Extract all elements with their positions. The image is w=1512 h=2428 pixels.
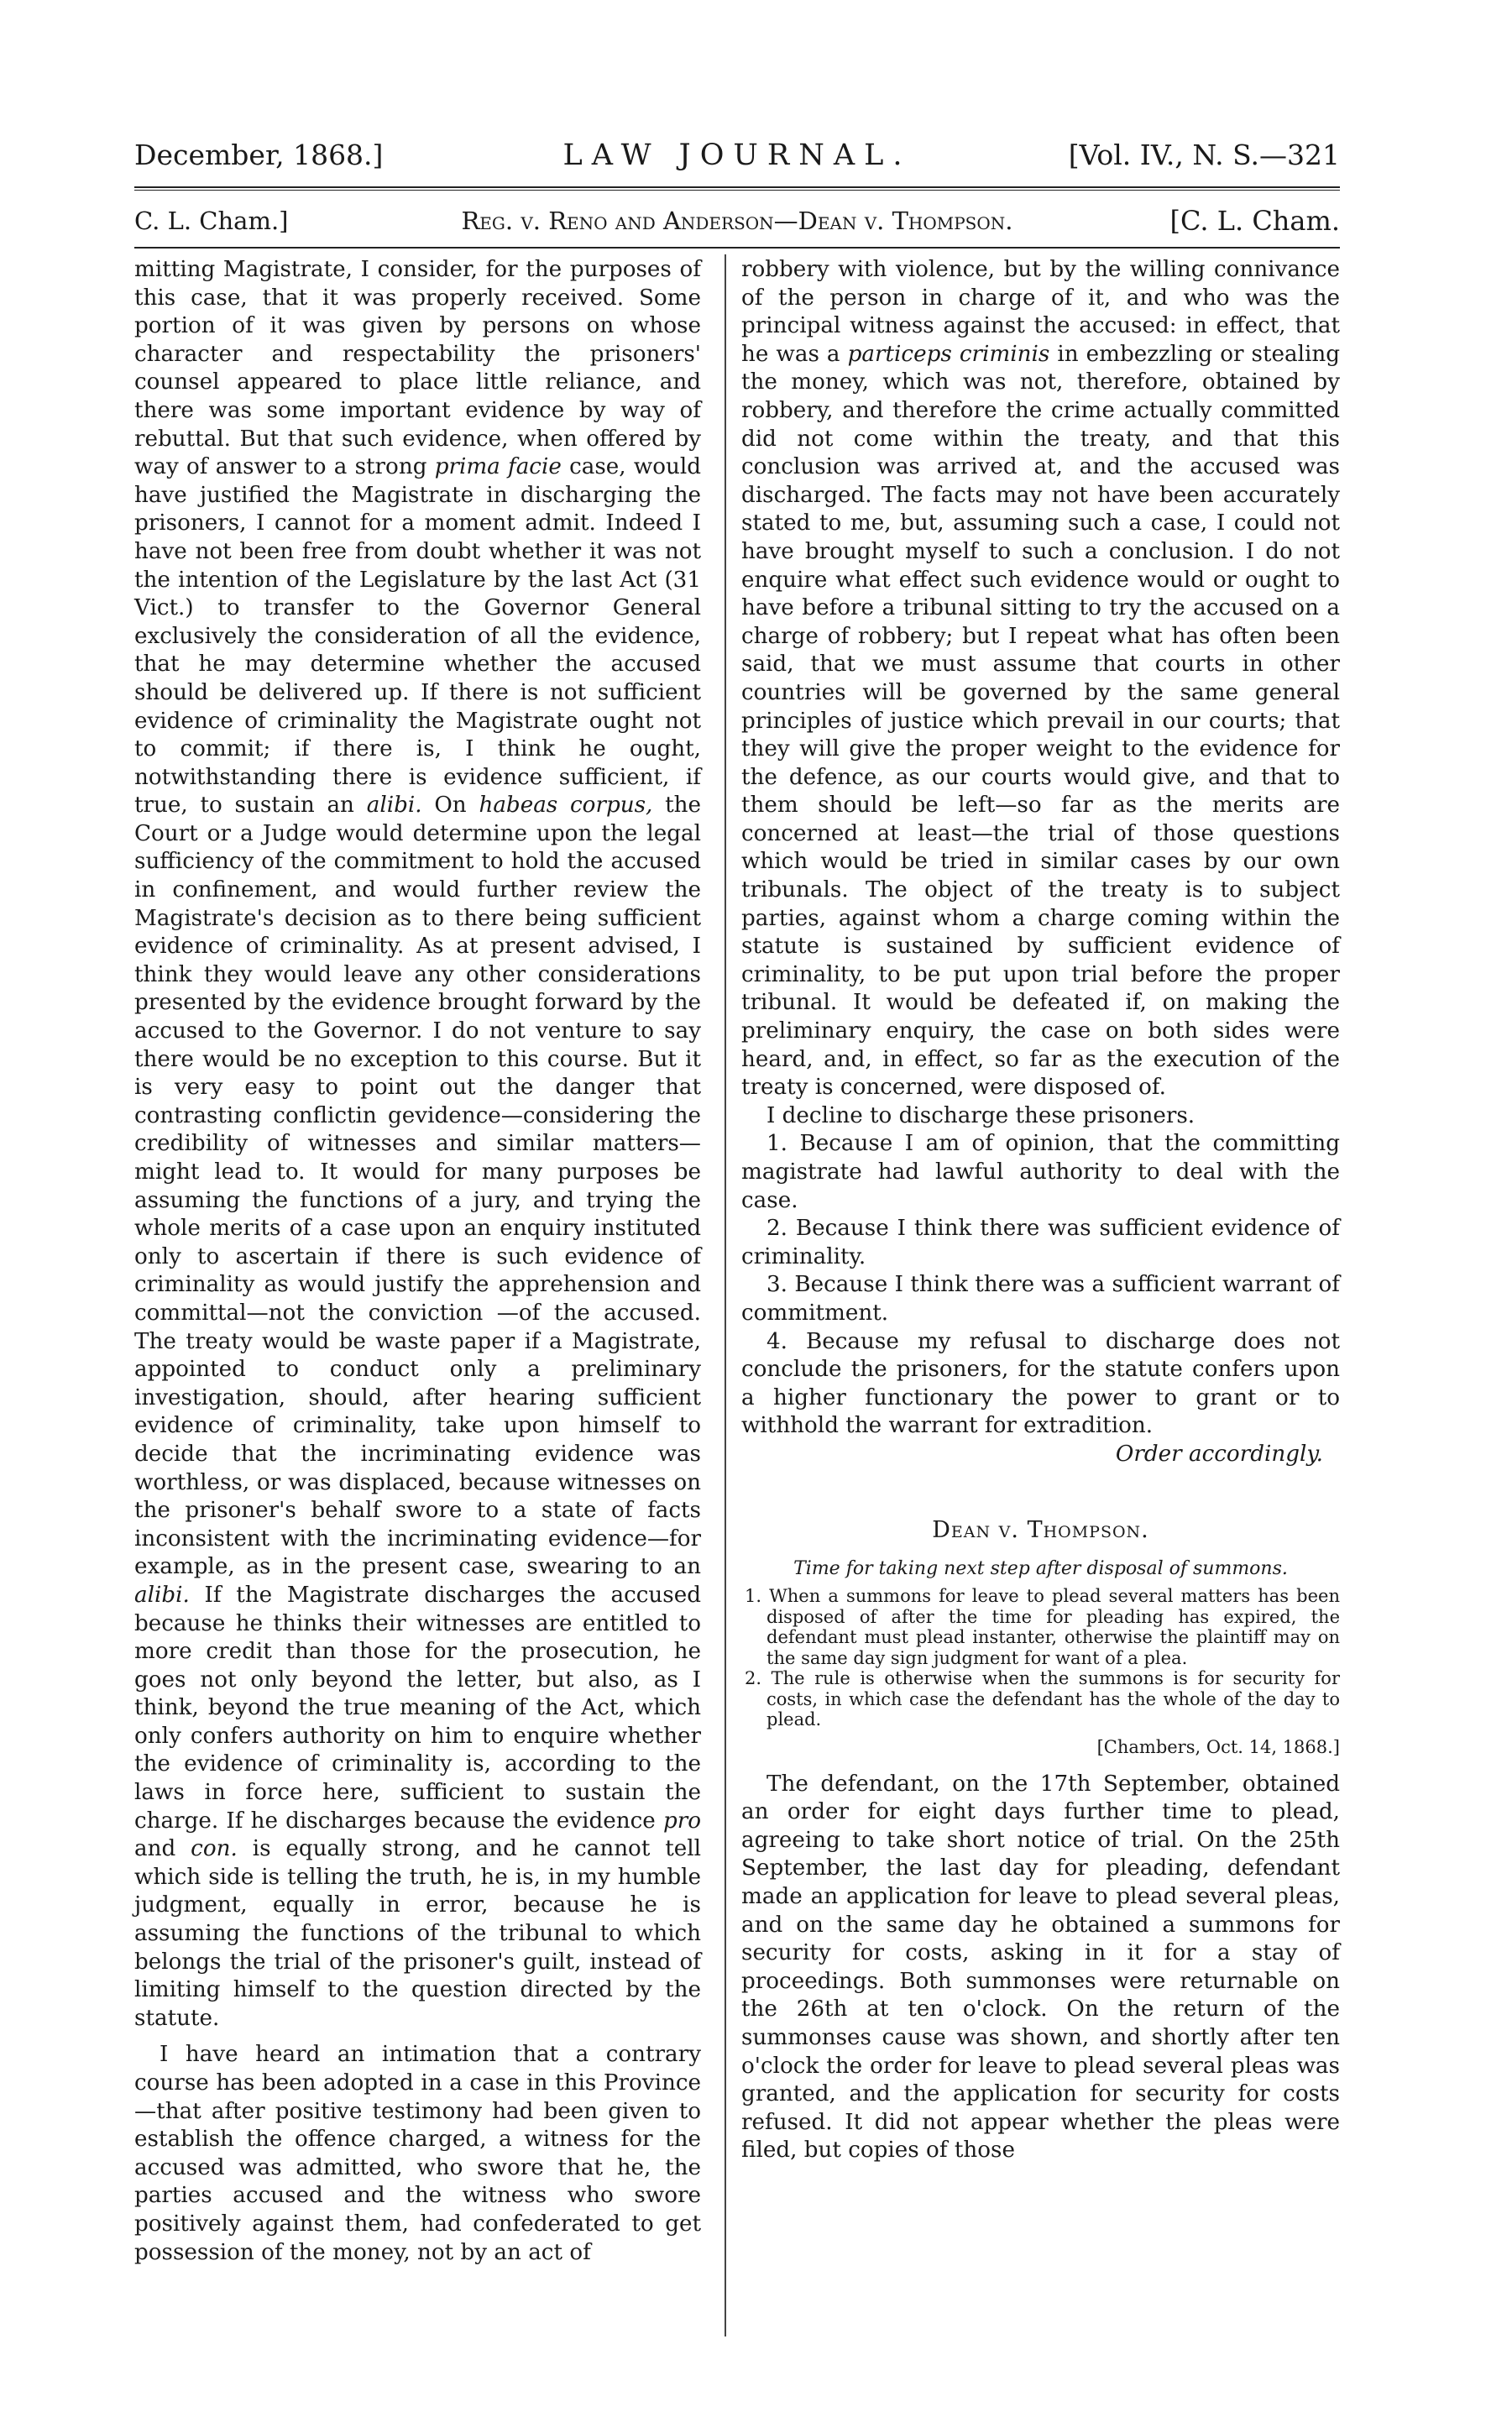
court-right: [C. L. Cham. xyxy=(1169,205,1340,237)
section-head xyxy=(134,201,1340,240)
column-divider xyxy=(725,254,726,2336)
reason-item: 4. Because my refusal to discharge does not conclude the prisoners, for the statute confers upon a higher functionary the power to grant or to withhold the warrant for extradition. xyxy=(741,1328,1340,1439)
right-column xyxy=(741,256,1340,2165)
issue-date: December, 1868.] xyxy=(134,139,384,171)
running-head xyxy=(134,134,1340,176)
headnote-item: 1. When a summons for leave to plead several matters has been disposed of after the time for pleading has expired, the defendant must plead instanter, otherwise the plaintiff may on the same day sign judgment for want of a plea. xyxy=(745,1586,1340,1668)
header-rule-thin xyxy=(134,190,1340,191)
left-column xyxy=(134,256,701,2267)
reason-item: 1. Because I am of opinion, that the committing magistrate had lawful authority to deal with the case. xyxy=(741,1131,1340,1213)
citation: [Chambers, Oct. 14, 1868.] xyxy=(1096,1736,1340,1757)
reason-item: 2. Because I think there was sufficient evidence of criminality. xyxy=(741,1216,1340,1269)
header-rule xyxy=(134,186,1340,188)
journal-title: LAW JOURNAL. xyxy=(562,139,912,172)
case-title: Dean v. Thompson. xyxy=(932,1516,1149,1543)
decline-statement: I decline to discharge these prisoners. xyxy=(766,1102,1195,1128)
section-rule xyxy=(134,247,1340,249)
order-line: Order accordingly. xyxy=(1115,1441,1323,1467)
volume-page: [Vol. IV., N. S.—321 xyxy=(1068,139,1340,171)
reason-item: 3. Because I think there was a sufficient warrant of commitment. xyxy=(741,1272,1340,1326)
judgment-paragraph: I have heard an intimation that a contrary course has been adopted in a case in this Province—that after positive testimony had been given to establish the offence charged, a witness for the accused was admitted, who swore that he, the parties accused and the witness who swore positively against them, had confederated to get possession of the money, not by an act of xyxy=(134,2042,701,2265)
headnote-item: 2. The rule is otherwise when the summons is for security for costs, in which case the defendant has the whole of the day to plead. xyxy=(745,1668,1340,1730)
court-left: C. L. Cham.] xyxy=(134,207,289,235)
judgment-paragraph: robbery with violence, but by the willing connivance of the person in charge of it, and who was the principal witness against the accused: in effect, that he was a particeps criminis in embezzling or stealing the money, which was not, therefore, obtained by robbery, and therefore the crime actually committed did not come within the treaty, and that this conclusion was arrived at, and the accused was discharged. The facts may not have been accurately stated to me, but, assuming such a case, I could not have brought myself to such a conclusion. I do not enquire what effect such evidence would or ought to have before a tribunal sitting to try the accused on a charge of robbery; but I repeat what has often been said, that we must assume that courts in other countries will be governed by the same general principles of justice which prevail in our courts; that they will give the proper weight to the evidence for the defence, as our courts would give, and that to them should be left—so far as the merits are concerned at least—the trial of those questions which would be tried in similar cases by our own tribunals. The object of the treaty is to subject parties, against whom a charge coming within the statute is sustained by sufficient evidence of criminality, to be put upon trial before the proper tribunal. It would be defeated if, on making the preliminary enquiry, the case on both sides were heard, and, in effect, so far as the execution of the treaty is concerned, were disposed of. xyxy=(741,257,1341,1101)
judgment-paragraph: The defendant, on the 17th September, obtained an order for eight days further time to plead, agreeing to take short notice of trial. On the 25th September, the last day for pleading, defendant made an application for leave to plead several pleas, and on the same day he obtained a summons for security for costs, asking in it for a stay of proceedings. Both summonses were returnable on the 26th at ten o'clock. On the return of the summonses cause was shown, and shortly after ten o'clock the order for leave to plead several pleas was granted, and the application for security for costs refused. It did not appear whether the pleas were filed, but copies of those xyxy=(741,1771,1340,2164)
judgment-paragraph: mitting Magistrate, I consider, for the purposes of this case, that it was properly received. Some portion of it was given by persons on whose character and respectability the prisoners' counsel appeared to place little reliance, and there was some important evidence by way of rebuttal. But that such evidence, when offered by way of answer to a strong prima facie case, would have justified the Magistrate in discharging the prisoners, I cannot for a moment admit. Indeed I have not been free from doubt whether it was not the intention of the Legislature by the last Act (31 Vict.) to transfer to the Governor General exclusively the consideration of all the evidence, that he may determine whether the accused should be delivered up. If there is not sufficient evidence of criminality the Magistrate ought not to commit; if there is, I think he ought, notwithstanding there is evidence sufficient, if true, to sustain an alibi. On habeas corpus, the Court or a Judge would determine upon the legal sufficiency of the commitment to hold the accused in confinement, and would further review the Magistrate's decision as to there being sufficient evidence of criminality. As at present advised, I think they would leave any other considerations presented by the evidence brought forward by the accused to the Governor. I do not venture to say there would be no exception to this course. But it is very easy to point out the danger that contrasting conflictin gevidence—considering the credibility of witnesses and similar matters—might lead to. It would for many purposes be assuming the functions of a jury, and trying the whole merits of a case upon an enquiry instituted only to ascertain if there is such evidence of criminality as would justify the apprehension and committal—not the conviction —of the accused. The treaty would be waste paper if a Magistrate, appointed to conduct only a preliminary investigation, should, after hearing sufficient evidence of criminality, take upon himself to decide that the incriminating evidence was worthless, or was displaced, because witnesses on the prisoner's behalf swore to a state of facts inconsistent with the incriminating evidence—for example, as in the present case, swearing to an alibi. If the Magistrate discharges the accused because he thinks their witnesses are entitled to more credit than those for the prosecution, he goes not only beyond the letter, but also, as I think, beyond the true meaning of the Act, which only confers authority on him to enquire whether the evidence of criminality is, according to the laws in force here, sufficient to sustain the charge. If he discharges because the evidence pro and con. is equally strong, and he cannot tell which side is telling the truth, he is, in my humble judgment, equally in error, because he is assuming the functions of the tribunal to which belongs the trial of the prisoner's guilt, instead of limiting himself to the question directed by the statute. xyxy=(134,257,702,2031)
headnote-title: Time for taking next step after disposal of summons. xyxy=(793,1558,1288,1580)
case-names: Reg. v. Reno and Anderson—Dean v. Thompson. xyxy=(461,207,1013,235)
